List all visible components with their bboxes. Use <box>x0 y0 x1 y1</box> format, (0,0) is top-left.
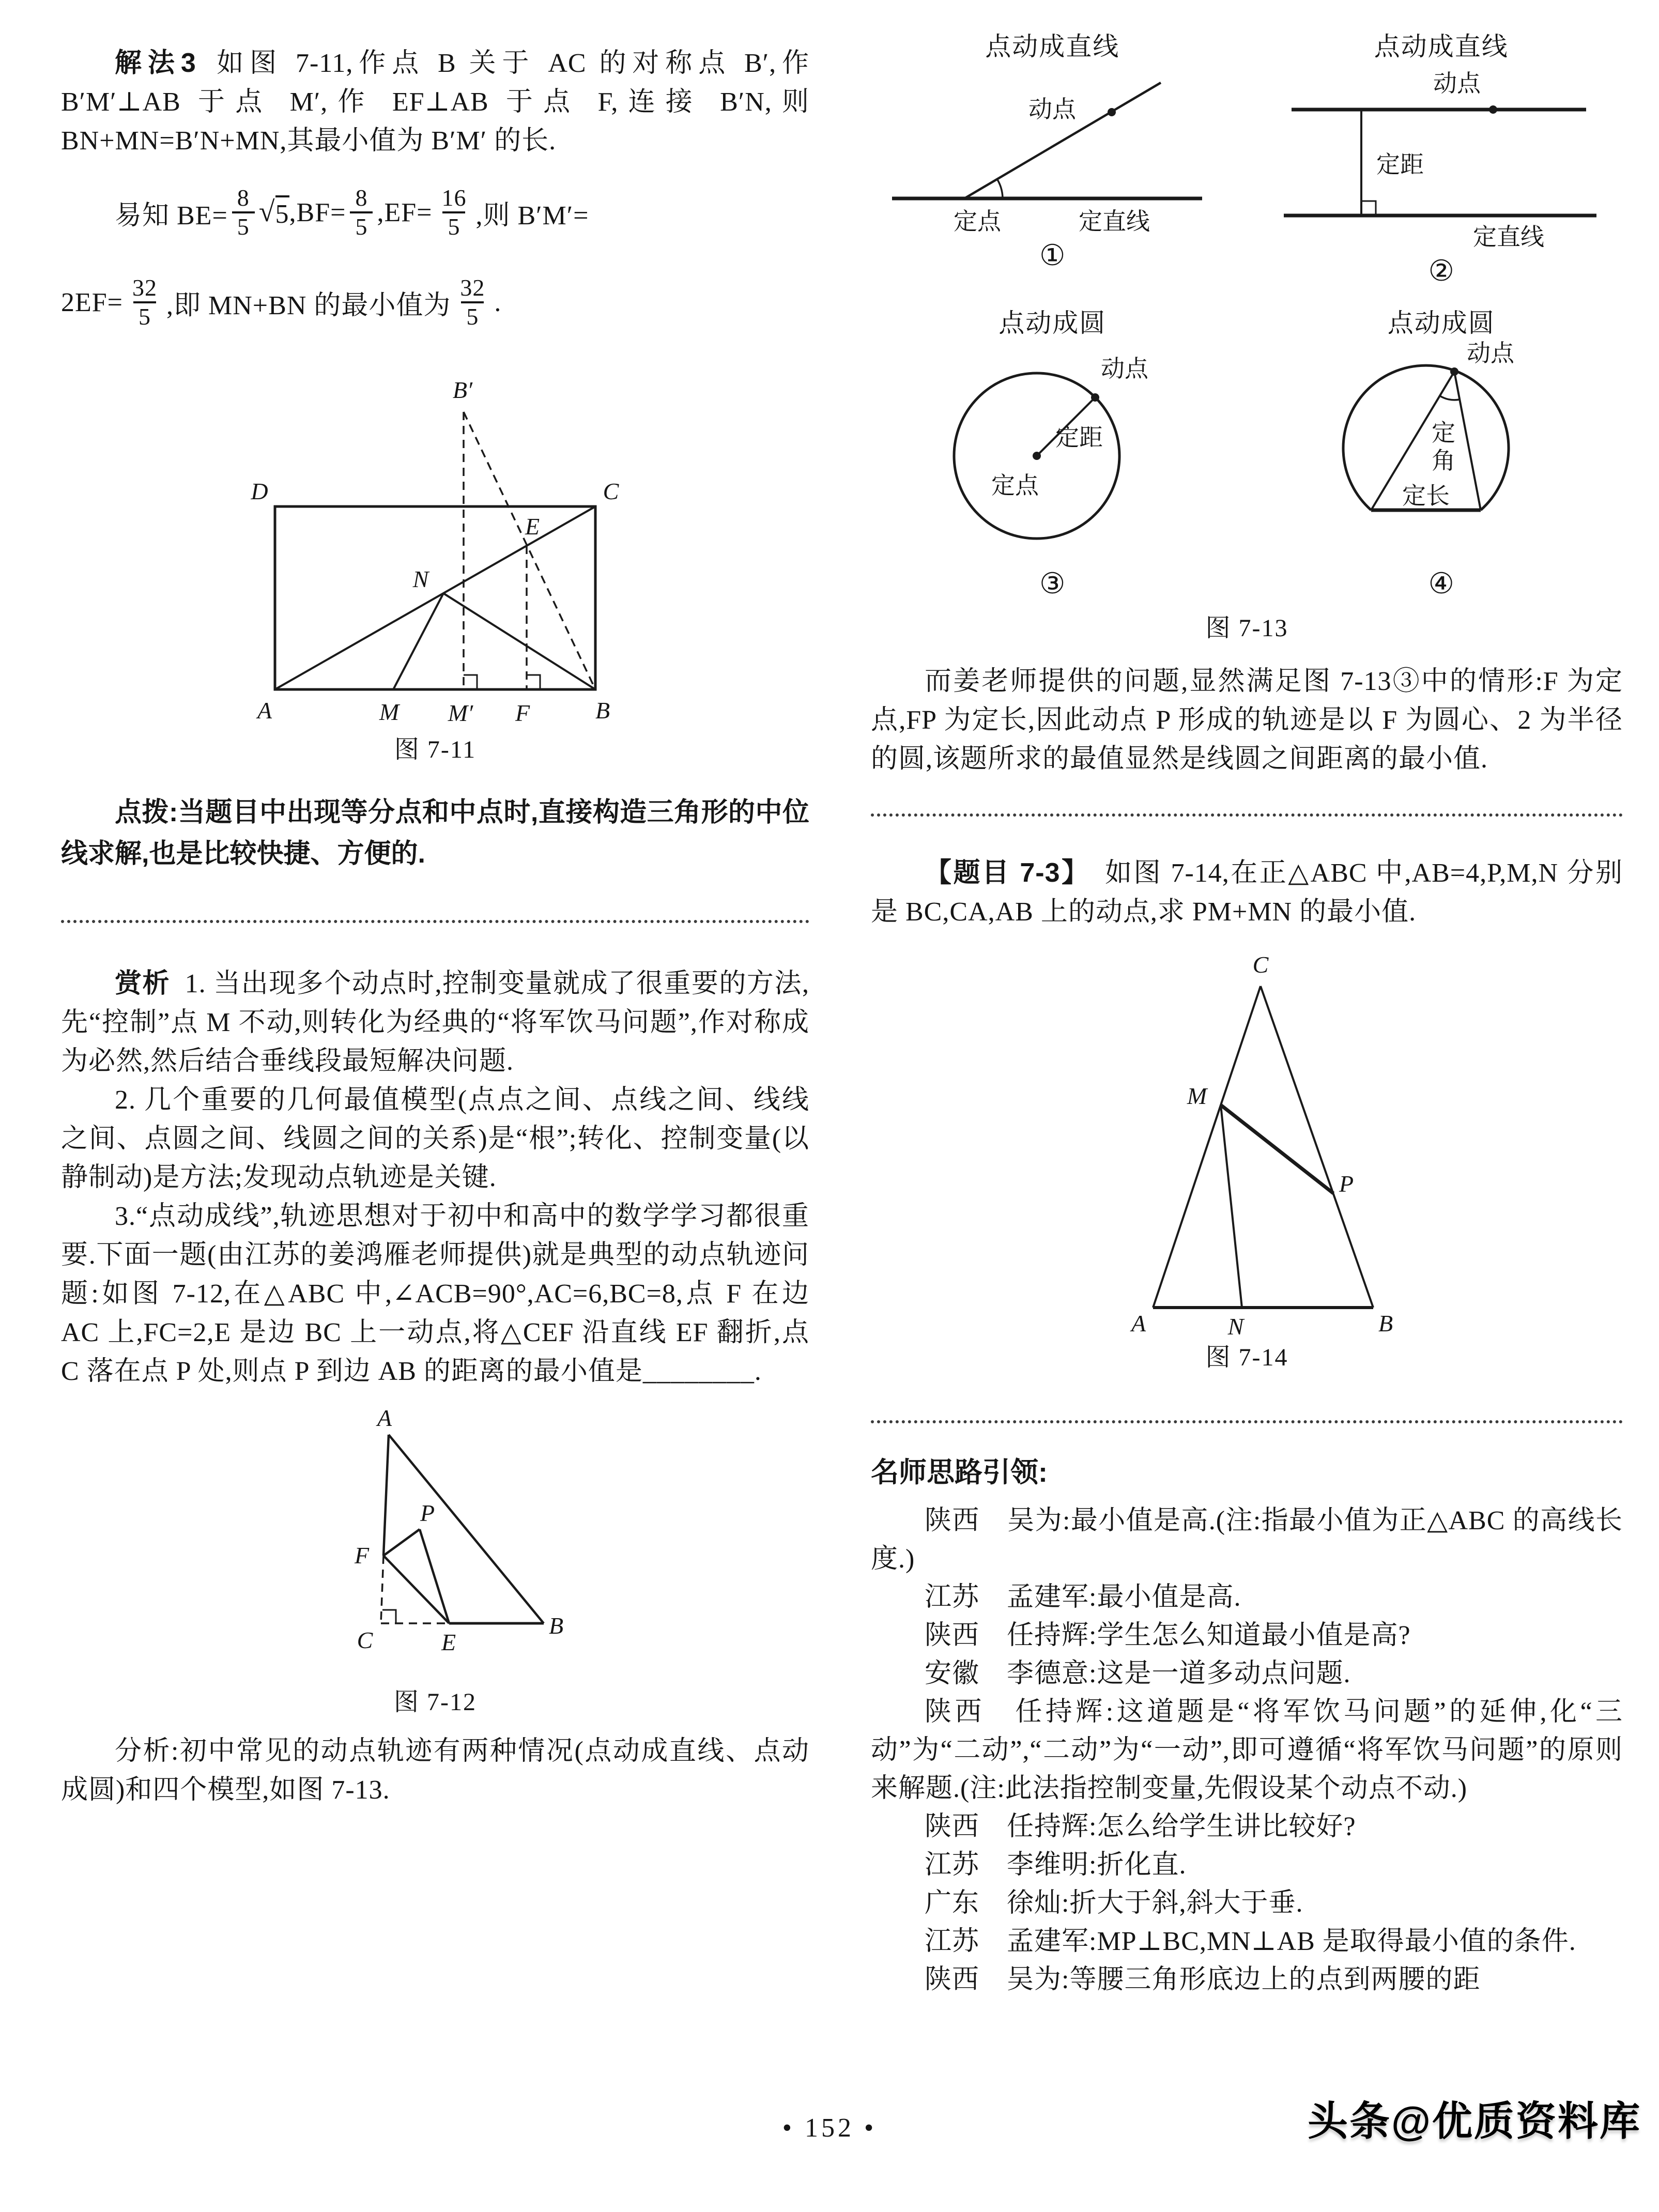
model3-drawing <box>882 340 1223 562</box>
fig12-side-ab <box>389 1435 544 1623</box>
equation-be-bf-ef <box>61 174 809 251</box>
model4-title: 点动成圆 <box>1387 309 1495 337</box>
fraction-16-5: $\frac{16}{5}$ <box>441 185 467 240</box>
shangxi-item1-text: 1. 当出现多个动点时,控制变量就成了很重要的方法,先“控制”点 M 不动,则转化为经典的“将军饮马问题”,作对称成为必然,然后结合垂线段最短解决问题. <box>61 969 809 1076</box>
model3-title: 点动成圆 <box>999 309 1107 337</box>
sqrt-5: √ 5 <box>258 196 289 229</box>
problem-7-3-label: 【题目 7-3】 <box>925 858 1090 888</box>
figure-7-12 <box>61 1406 809 1717</box>
fenxi-paragraph: 分析:初中常见的动点轨迹有两种情况(点动成直线、点动成圆)和四个模型,如图 7-13. <box>61 1737 809 1805</box>
dialogue-7: 江苏 李维明:折化直. <box>925 1850 1187 1880</box>
figure-7-13-models-grid <box>871 26 1623 601</box>
problem-7-3-text: 如图 7-14,在正△ABC 中,AB=4,P,M,N 分别是 BC,CA,AB 上的动点,求 PM+MN 的最小值. <box>871 858 1623 927</box>
fig11-right-angle-mprime <box>464 675 477 689</box>
fig11-label-b-prime: B′ <box>452 377 473 403</box>
dialogue-2: 江苏 孟建军:最小值是高. <box>925 1583 1241 1612</box>
right-dotted-separator-2 <box>871 1420 1623 1423</box>
solution3-paragraph <box>61 44 809 160</box>
figure-7-11-caption: 图 7-11 <box>394 736 477 763</box>
fig14-segment-mn <box>1221 1105 1242 1308</box>
model1-angle-arc <box>997 179 1003 198</box>
fig12-label-a: A <box>377 1405 392 1431</box>
fig12-segment-fp <box>383 1529 420 1556</box>
figure-7-14-drawing <box>1102 951 1393 1340</box>
model4-number: ④ <box>1428 567 1454 600</box>
shangxi-paragraph-3: 3.“点动成线”,轨迹思想对于初中和高中的数学学习都很重要.下面一题(由江苏的姜鸿雁老师提供)就是典型的动点轨迹问题:如图 7-12,在△ABC 中,∠ACB=90°,AC=6,BC=8,点 F 在边 AC 上,FC=2,E 是边 BC 上一动点,将△CEF 沿直线 EF 翻折,点 C 落在点 P 处,则点 P 到边 AB 的距离的最小值是________. <box>61 1202 809 1386</box>
model2-right-angle <box>1361 201 1376 216</box>
model3-number: ③ <box>1039 567 1066 600</box>
fig14-label-m: M <box>1187 1083 1207 1109</box>
model4-drawing <box>1271 340 1612 562</box>
eq1-comma-ef: ,EF= <box>377 197 433 227</box>
dialogue-3: 陕西 任持辉:学生怎么知道最小值是高? <box>925 1621 1411 1650</box>
shangxi-paragraph-1 <box>61 964 809 1081</box>
fig14-label-n: N <box>1227 1313 1243 1340</box>
fig11-label-d: D <box>251 478 268 504</box>
figure-7-13-caption: 图 7-13 <box>1205 615 1288 642</box>
fig12-right-angle-c <box>382 1610 396 1623</box>
eq2-prefix: 2EF= <box>61 287 124 317</box>
fraction-8-5: $\frac{8}{5}$ <box>232 185 255 240</box>
fig14-label-p: P <box>1339 1171 1354 1197</box>
fig11-diagonal-ac <box>275 506 595 689</box>
model4-angle-arc <box>1440 396 1460 400</box>
model-4-point-moves-on-arc-fixed-angle <box>1260 302 1623 601</box>
fig12-label-e: E <box>441 1629 456 1655</box>
figure-7-12-caption: 图 7-12 <box>394 1688 477 1716</box>
fig12-label-c: C <box>357 1627 373 1653</box>
dialogue-4: 安徽 李德意:这是一道多动点问题. <box>925 1659 1351 1688</box>
solution3-label: 解法3 <box>115 48 196 78</box>
fig11-label-e: E <box>525 513 540 540</box>
figure-7-14 <box>871 953 1623 1373</box>
model2-title: 点动成直线 <box>1374 32 1509 61</box>
model2-drawing <box>1271 63 1612 249</box>
fig11-label-f: F <box>515 700 530 726</box>
eq1-comma-bf: ,BF= <box>289 197 346 227</box>
figure-7-12-drawing <box>306 1406 564 1675</box>
model4-triangle-right-side <box>1454 372 1481 510</box>
dialogue-10: 陕西 吴为:等腰三角形底边上的点到两腰的距 <box>925 1965 1481 1994</box>
model1-fixed-point-label: 定点 <box>954 208 1002 235</box>
watermark: 头条@优质资料库 <box>1307 2098 1641 2144</box>
teacher-dialogues <box>871 1502 1623 1999</box>
eq2-middle: ,即 MN+BN 的最小值为 <box>166 290 451 320</box>
fig12-dashed-fc <box>381 1556 383 1623</box>
fig14-side-ca <box>1153 986 1261 1308</box>
left-dotted-separator <box>61 920 809 923</box>
model3-fixed-distance-label: 定距 <box>1055 424 1103 451</box>
fig14-label-c: C <box>1252 951 1268 978</box>
fig14-label-b: B <box>1378 1310 1393 1337</box>
left-column <box>61 44 809 1809</box>
mingshi-heading: 名师思路引领: <box>871 1457 1048 1488</box>
model1-moving-point-label: 动点 <box>1028 96 1077 122</box>
model1-title: 点动成直线 <box>985 32 1120 61</box>
fig14-segment-mp <box>1221 1105 1333 1193</box>
fig12-label-f: F <box>354 1542 370 1569</box>
dialogue-6: 陕西 任持辉:怎么给学生讲比较好? <box>925 1812 1356 1841</box>
model-2-point-moves-on-parallel-line <box>1260 26 1623 288</box>
model4-moving-point-label: 动点 <box>1466 340 1514 366</box>
problem-7-3-paragraph <box>871 854 1623 931</box>
eq2-suffix: . <box>494 287 502 317</box>
fig11-label-c: C <box>603 478 619 504</box>
figure-7-11-drawing <box>239 361 632 726</box>
model3-fixed-point-label: 定点 <box>991 472 1039 499</box>
dialogue-9: 江苏 孟建军:MP⊥BC,MN⊥AB 是取得最小值的条件. <box>925 1927 1576 1956</box>
fig12-segment-af <box>383 1435 389 1556</box>
fig14-side-cb <box>1261 986 1373 1308</box>
figure-7-14-caption: 图 7-14 <box>1205 1344 1288 1371</box>
fig11-label-a: A <box>257 697 272 724</box>
fraction-32-5: $\frac{32}{5}$ <box>132 274 158 330</box>
model2-fixed-distance-label: 定距 <box>1376 151 1424 178</box>
model1-drawing <box>882 63 1223 234</box>
model4-fixed-length-label: 定长 <box>1402 483 1450 509</box>
figure-7-11 <box>61 361 809 765</box>
model2-moving-point-label: 动点 <box>1433 70 1481 97</box>
eq1-prefix: 易知 BE= <box>115 201 228 231</box>
equation-2ef <box>61 264 809 341</box>
model4-fixed-angle-char2: 角 <box>1431 448 1455 474</box>
fig14-label-a: A <box>1131 1310 1146 1337</box>
fig12-label-p: P <box>420 1500 435 1526</box>
model2-fixed-line-label: 定直线 <box>1472 224 1544 250</box>
right-dotted-separator-1 <box>871 813 1623 817</box>
fig11-label-m: M <box>379 699 400 725</box>
model1-number: ① <box>1039 239 1066 271</box>
fig11-right-angle-f <box>527 675 540 689</box>
dianbo-paragraph: 点拨:当题目中出现等分点和中点时,直接构造三角形的中位线求解,也是比较快捷、方便的. <box>61 797 809 869</box>
model3-moving-point-label: 动点 <box>1101 356 1149 382</box>
model4-moving-point-dot <box>1450 367 1458 376</box>
model2-number: ② <box>1428 254 1454 287</box>
model1-fixed-line-label: 定直线 <box>1079 208 1150 235</box>
dialogue-8: 广东 徐灿:折大于斜,斜大于垂. <box>925 1888 1303 1918</box>
page-number: • 152 • <box>782 2113 877 2143</box>
model4-fixed-angle-char1: 定 <box>1431 420 1455 446</box>
dialogue-5: 陕西 任持辉:这道题是“将军饮马问题”的延伸,化“三动”为“二动”,“二动”为“一动”,即可遵循“将军饮马问题”的原则来解题.(注:此法指控制变量,先假设某个动点不动.) <box>871 1697 1623 1803</box>
shangxi-paragraph-2: 2. 几个重要的几何最值模型(点点之间、点线之间、线线之间、点圆之间、线圆之间的关系)是“根”;转化、控制变量(以静制动)是方法;发现动点轨迹是关键. <box>61 1085 809 1192</box>
fig11-label-n: N <box>412 566 429 592</box>
fig12-label-b: B <box>548 1612 564 1639</box>
fig11-label-m-prime: M′ <box>448 700 473 726</box>
dialogue-1: 陕西 吴为:最小值是高.(注:指最小值为正△ABC 的高线长度.) <box>871 1506 1623 1574</box>
fig11-label-b: B <box>595 697 610 724</box>
fraction-32-5b: $\frac{32}{5}$ <box>460 274 485 330</box>
model-1-point-moves-on-line <box>871 26 1234 288</box>
fraction-8-5b: $\frac{8}{5}$ <box>350 185 373 240</box>
model-3-point-moves-on-circle-radius <box>871 302 1234 601</box>
model2-moving-point-dot <box>1489 105 1497 114</box>
shangxi-label: 赏析 <box>115 969 171 999</box>
right-column <box>871 26 1623 1999</box>
model1-moving-point-dot <box>1108 108 1116 116</box>
eq1-suffix: ,则 B′M′= <box>475 201 589 231</box>
model3-moving-point-dot <box>1091 393 1099 402</box>
solution3-text: 如图 7-11,作点 B 关于 AC 的对称点 B′,作 B′M′⊥AB 于点 M′,作 EF⊥AB 于点 F,连接 B′N,则 BN+MN=B′N+MN,其最小值为 B′M′ 的长. <box>61 49 809 156</box>
analysis-after-fig13: 而姜老师提供的问题,显然满足图 7-13③中的情形:F 为定点,FP 为定长,因此动点 P 形成的轨迹是以 F 为圆心、2 为半径的圆,该题所求的最值显然是线圆之间距离的最小值. <box>871 667 1623 774</box>
